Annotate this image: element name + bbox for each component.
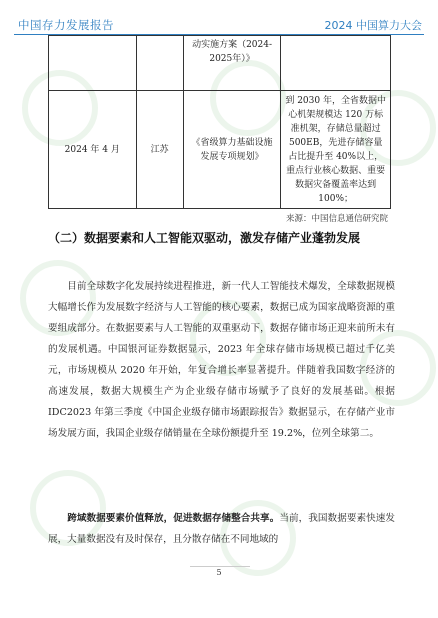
table-cell-policy: 《省级算力基础设施发展专项规划》 <box>183 91 281 209</box>
paragraph-lead: 跨域数据要素价值释放，促进数据存储整合共享。 <box>67 513 280 524</box>
footer-rule <box>190 566 250 567</box>
policy-table <box>48 35 391 209</box>
table-cell-date: 2024 年 4 月 <box>49 91 137 209</box>
table-row <box>49 36 391 91</box>
page-number: 5 <box>216 568 222 577</box>
body-paragraph: 目前全球数字化发展持续进程推进，新一代人工智能技术爆发，全球数据规模大幅增长作为发展数字经济与人工智能的核心要素，数据已成为国家战略资源的重要组成部分。在数据要素与人工智能的双重驱动下，数据存储市场正迎来前所未有的发展机遇。中国银河证券数据显示，2023 年全球存储市场规模已超过千亿美元，市场规模从 2020 年开始，年复合增长率显著提升。伴随着我国数字经济的高速发展，数据大规模生产为企业级存储市场赋予了良好的发展基础。根据 IDC2023 年第三季度《中国企业级存储市场跟踪报告》数据显示，在存储产业市场发展方面，我国企业级存储销量在全球份额提升至 19.2%，位列全球第二。 <box>48 281 395 439</box>
body-paragraph <box>48 508 395 550</box>
page-header <box>0 0 438 36</box>
table-cell-content: 到 2030 年，全省数据中心机架规模达 120 万标准机架，存储总量超过 500EB，先进存储容量占比提升至 40%以上，重点行业核心数据、重要数据灾备覆盖率达到 100%； <box>281 91 391 209</box>
paragraph-text: 当前，我国数据要素快速发展，大量数据没有及时保存，且分散存储在不同地域的 <box>48 513 396 545</box>
table-source: 来源：中国信息通信研究院 <box>285 214 388 224</box>
table-cell-region: 江苏 <box>136 91 183 209</box>
table-cell-region <box>136 36 183 91</box>
table-cell-policy: 动实施方案（2024-2025年）》 <box>183 36 281 91</box>
section-heading: （二）数据要素和人工智能双驱动，激发存储产业蓬勃发展 <box>48 231 361 245</box>
table-cell-content <box>281 36 391 91</box>
table-row <box>49 91 391 209</box>
report-title: 中国存力发展报告 <box>18 18 114 32</box>
conference-title: 2024 中国算力大会 <box>324 19 422 32</box>
table-cell-date <box>49 36 137 91</box>
